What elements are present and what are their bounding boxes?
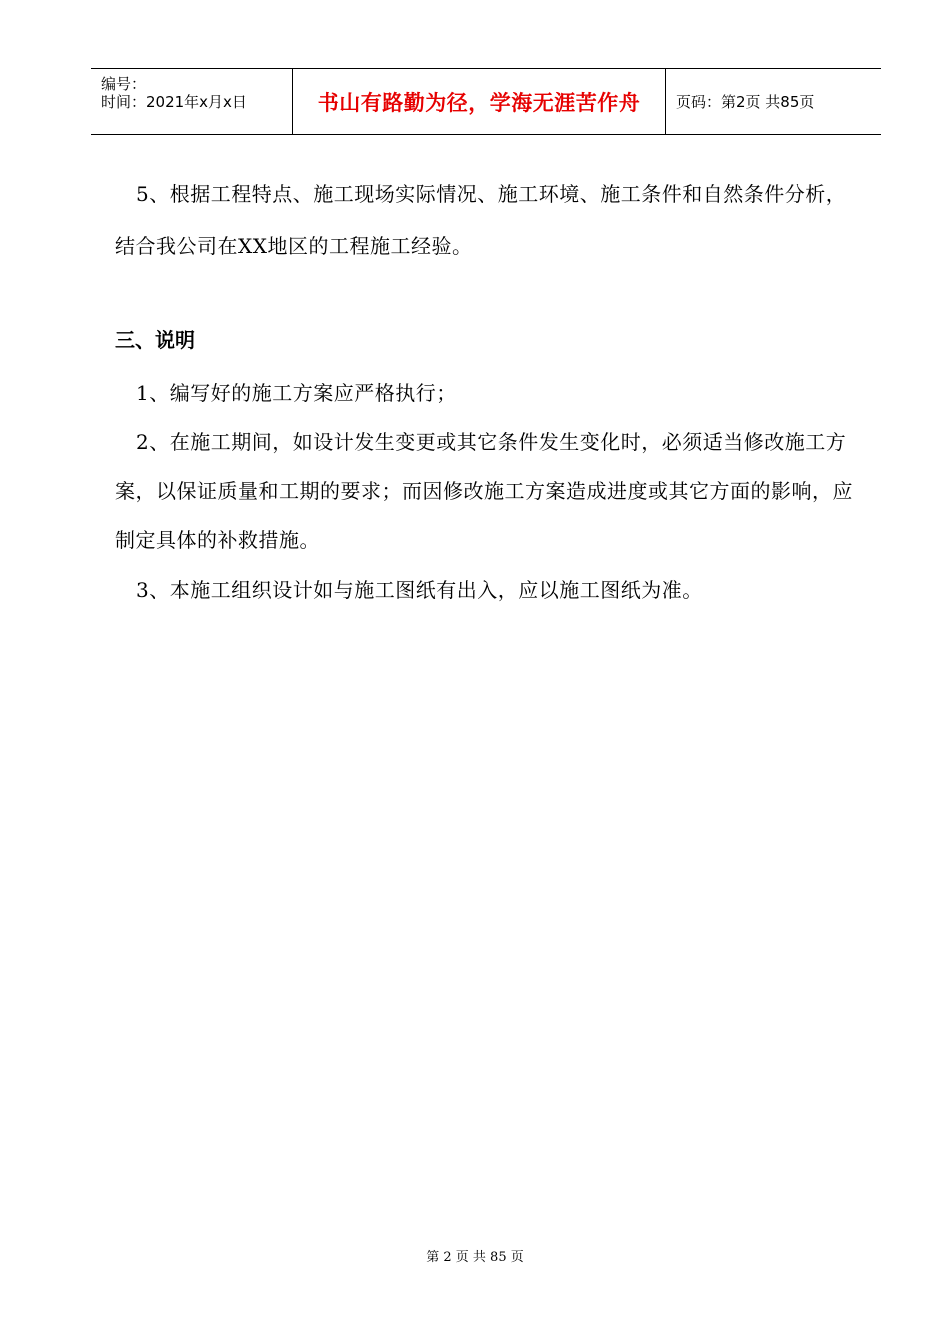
page-footer: 第 2 页 共 85 页 — [426, 1250, 524, 1265]
header-meta — [91, 69, 293, 134]
paragraph-item-5: 5、根据工程特点、施工现场实际情况、施工环境、施工条件和自然条件分析，结合我公司在XX地区的工程施工经验。 — [115, 182, 847, 258]
header-motto: 书山有路勤为径，学海无涯苦作舟 — [317, 90, 641, 115]
header-motto-cell — [293, 69, 666, 134]
document-number-label: 编号： — [101, 75, 147, 93]
page-header — [91, 68, 881, 135]
list-item-3: 3、本施工组织设计如与施工图纸有出入，应以施工图纸为准。 — [136, 578, 703, 602]
header-page-info-cell — [666, 69, 881, 134]
list-item-1: 1、编写好的施工方案应严格执行； — [136, 381, 457, 405]
document-time-label: 时间：2021年x月x日 — [101, 93, 247, 111]
section-title: 三、说明 — [115, 328, 195, 352]
list-item-2: 2、在施工期间，如设计发生变更或其它条件发生变化时，必须适当修改施工方案，以保证质量和工期的要求；而因修改施工方案造成进度或其它方面的影响，应制定具体的补救措施。 — [115, 430, 853, 552]
header-page-info: 页码：第2页 共85页 — [676, 93, 815, 111]
